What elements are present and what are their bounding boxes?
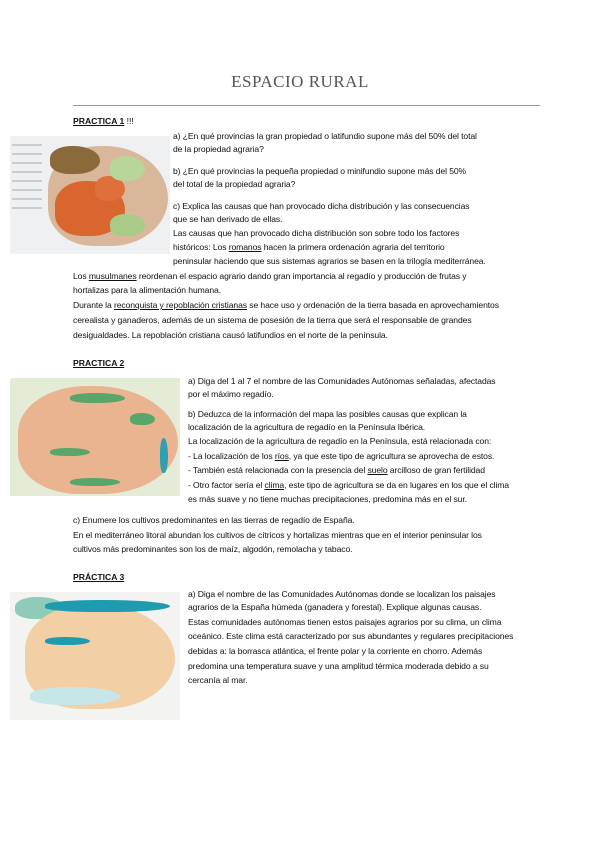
heading-exclamation: !!!	[124, 116, 134, 126]
p3-question-a-cont: agrarios de la España húmeda (ganadera y forestal). Explique algunas causas.	[188, 602, 482, 612]
p2-question-b: b) Deduzca de la información del mapa las posibles causas que explican la	[188, 409, 467, 419]
p2-answer-c: En el mediterráneo litoral abundan los cultivos de cítricos y hortalizas mientras que en el interior peninsular los	[73, 530, 482, 540]
heading-text: PRACTICA 1	[73, 116, 125, 126]
latifundio-map-image	[10, 136, 170, 254]
regadio-map-image	[10, 378, 180, 496]
p2-question-a: a) Diga del 1 al 7 el nombre de las Comunidades Autónomas señaladas, afectadas	[188, 376, 496, 386]
p1-answer-line: hortalizas para la alimentación humana.	[73, 285, 222, 295]
p2-question-c: c) Enumere los cultivos predominantes en las tierras de regadío de España.	[73, 515, 355, 525]
p1-answer-line: peninsular haciendo que sus sistemas agrarios se basen en la trilogía mediterránea.	[173, 256, 486, 266]
p2-answer-line: - La localización de los ríos, ya que este tipo de agricultura se aprovecha de estos.	[188, 451, 495, 461]
p2-question-b-cont: localización de la agricultura de regadío en la Península Ibérica.	[188, 422, 426, 432]
p2-answer-c: cultivos más predominantes son los de maíz, algodón, remolacha y tabaco.	[73, 544, 353, 554]
practica-3-heading: PRÁCTICA 3	[73, 572, 125, 582]
title-divider	[73, 105, 540, 106]
p1-question-c-cont: que se han derivado de ellas.	[173, 214, 283, 224]
p1-answer-line: cerealista y ganaderos, además de un sistema de posesión de la tierra que será el responsable de grandes	[73, 315, 472, 325]
p3-answer-line: cercanía al mar.	[188, 675, 248, 685]
p1-answer-line: históricos: Los romanos hacen la primera ordenación agraria del territorio	[173, 242, 445, 252]
p1-answer-line: Los musulmanes reordenan el espacio agrario dando gran importancia al regadío y producción de frutas y	[73, 271, 467, 281]
p1-question-b-cont: del total de la propiedad agraria?	[173, 179, 296, 189]
p1-answer-line: Las causas que han provocado dicha distribución son sobre todo los factores	[173, 228, 460, 238]
p2-answer-line: La localización de la agricultura de regadío en la Península, está relacionada con:	[188, 436, 492, 446]
p1-question-a: a) ¿En qué provincias la gran propiedad o latifundio supone más del 50% del total	[173, 131, 477, 141]
practica-1-heading	[73, 116, 134, 126]
p2-answer-line: - Otro factor sería el clima, este tipo de agricultura se da en lugares en los que el clima	[188, 480, 509, 490]
p3-question-a: a) Diga el nombre de las Comunidades Autónomas donde se localizan los paisajes	[188, 589, 496, 599]
p3-answer-line: predomina una temperatura suave y una amplitud térmica moderada debido a su	[188, 661, 489, 671]
p2-answer-line: es más suave y no tiene muchas precipitaciones, predomina más en el sur.	[188, 494, 467, 504]
p1-question-b: b) ¿En qué provincias la pequeña propiedad o minifundio supone más del 50%	[173, 166, 467, 176]
p1-question-c: c) Explica las causas que han provocado dicha distribución y las consecuencias	[173, 201, 470, 211]
p2-question-a-cont: por el máximo regadío.	[188, 389, 274, 399]
p3-answer-line: Estas comunidades autónomas tienen estos paisajes agrarios por su clima, un clima	[188, 617, 502, 627]
page-title: ESPACIO RURAL	[231, 72, 369, 91]
p2-answer-line: - También está relacionada con la presencia del suelo arcilloso de gran fertilidad	[188, 465, 485, 475]
p1-answer-line: desigualdades. La repoblación cristiana causó latifundios en el norte de la península.	[73, 330, 388, 340]
p3-answer-line: oceánico. Este clima está caracterizado por sus abundantes y regulares precipitaciones	[188, 631, 514, 641]
p1-question-a-cont: de la propiedad agraria?	[173, 144, 264, 154]
practica-2-heading: PRACTICA 2	[73, 358, 125, 368]
p1-answer-line: Durante la reconquista y repoblación cristianas se hace uso y ordenación de la tierra basada en aprovechamientos	[73, 300, 499, 310]
espana-humeda-map-image	[10, 592, 180, 720]
p3-answer-line: debidas a: la borrasca atlántica, el frente polar y la corriente en chorro. Además	[188, 646, 483, 656]
